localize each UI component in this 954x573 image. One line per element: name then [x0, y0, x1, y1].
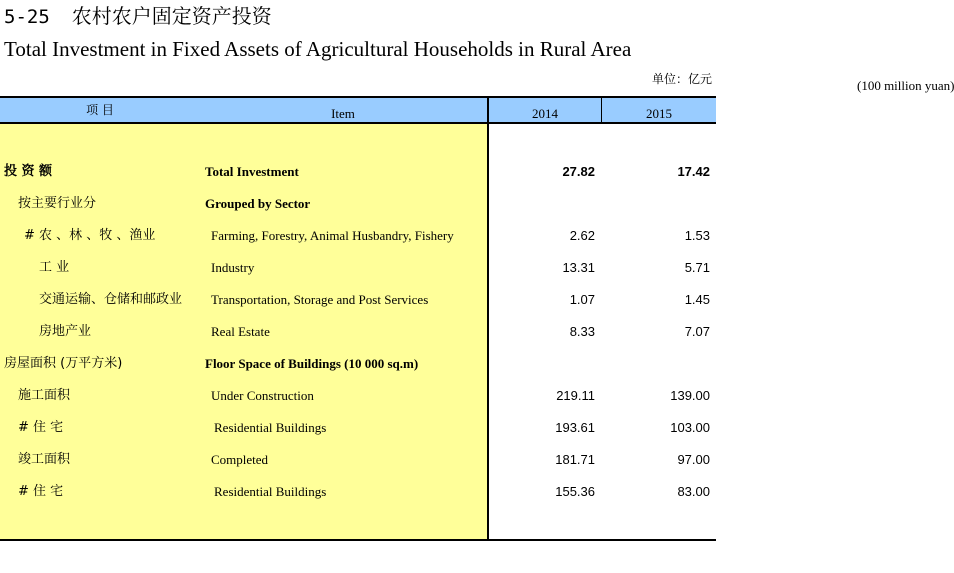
row-label-en: Floor Space of Buildings (10 000 sq.m) — [205, 356, 419, 371]
row-label-en: Total Investment — [205, 164, 299, 179]
value-2014: 219.11 — [556, 388, 595, 403]
row-label-cn: 投 资 额 — [4, 164, 53, 179]
header-item-en: Item — [331, 106, 355, 121]
table-row — [0, 284, 716, 316]
table-row — [0, 188, 716, 220]
table-title-cn — [4, 4, 272, 29]
row-label-cn: 施工面积 — [18, 388, 71, 403]
value-2014: 27.82 — [562, 164, 595, 179]
value-2015: 1.53 — [684, 228, 710, 243]
table-number: 5-25 — [4, 6, 50, 28]
value-2015: 103.00 — [670, 420, 710, 435]
header-year-2014: 2014 — [532, 106, 558, 121]
row-label-en: Grouped by Sector — [205, 196, 311, 211]
value-2014: 181.71 — [555, 452, 595, 467]
row-label-en: Residential Buildings — [214, 484, 327, 499]
value-2015: 7.07 — [684, 324, 710, 339]
value-2015: 1.45 — [684, 292, 710, 307]
value-2014: 1.07 — [569, 292, 595, 307]
table-bottom-rule — [0, 539, 716, 541]
table-title-text: 农村农户固定资产投资 — [71, 4, 272, 28]
value-2014: 193.61 — [555, 420, 595, 435]
header-year-divider — [601, 98, 602, 122]
table-row — [0, 252, 716, 284]
value-2014: 8.33 — [569, 324, 595, 339]
unit-en: (100 million yuan) — [856, 78, 954, 93]
unit-label — [651, 70, 954, 93]
header-year-2015: 2015 — [646, 106, 672, 121]
table-row — [0, 412, 716, 444]
table-row — [0, 316, 716, 348]
table-row — [0, 220, 716, 252]
table-row — [0, 380, 716, 412]
value-2014: 2.62 — [569, 228, 595, 243]
row-label-en: Completed — [211, 452, 269, 467]
table-row — [0, 476, 716, 508]
row-label-en: Under Construction — [211, 388, 314, 403]
unit-cn: 单位：亿元 — [651, 72, 712, 86]
table-row — [0, 444, 716, 476]
row-label-cn: 竣工面积 — [18, 452, 71, 467]
row-label-cn: 工 业 — [39, 260, 70, 275]
row-label-en: Residential Buildings — [214, 420, 327, 435]
table-header — [0, 96, 716, 124]
row-label-en: Transportation, Storage and Post Services — [211, 292, 429, 307]
value-2015: 139.00 — [670, 388, 710, 403]
row-label-cn: 房地产业 — [39, 324, 92, 339]
row-label-cn: # 住 宅 — [18, 484, 64, 499]
table-row — [0, 156, 716, 188]
row-label-cn: 交通运输、仓储和邮政业 — [39, 292, 183, 307]
value-2014: 155.36 — [555, 484, 595, 499]
row-label-en: Farming, Forestry, Animal Husbandry, Fishery — [211, 228, 454, 243]
value-2015: 97.00 — [677, 452, 710, 467]
row-label-cn: 按主要行业分 — [18, 196, 97, 211]
row-label-en: Real Estate — [211, 324, 270, 339]
value-2015: 17.42 — [677, 164, 710, 179]
value-2015: 83.00 — [677, 484, 710, 499]
row-label-cn: 房屋面积 (万平方米) — [4, 356, 123, 371]
header-item-cn: 项 目 — [86, 103, 114, 117]
row-label-en: Industry — [211, 260, 255, 275]
value-2014: 13.31 — [562, 260, 595, 275]
table-title-en: Total Investment in Fixed Assets of Agricultural Households in Rural Area — [4, 37, 632, 61]
row-label-cn: # 住 宅 — [18, 420, 64, 435]
row-label-cn: # 农 、林 、牧 、渔业 — [24, 228, 156, 243]
value-2015: 5.71 — [684, 260, 710, 275]
table-row — [0, 348, 716, 380]
